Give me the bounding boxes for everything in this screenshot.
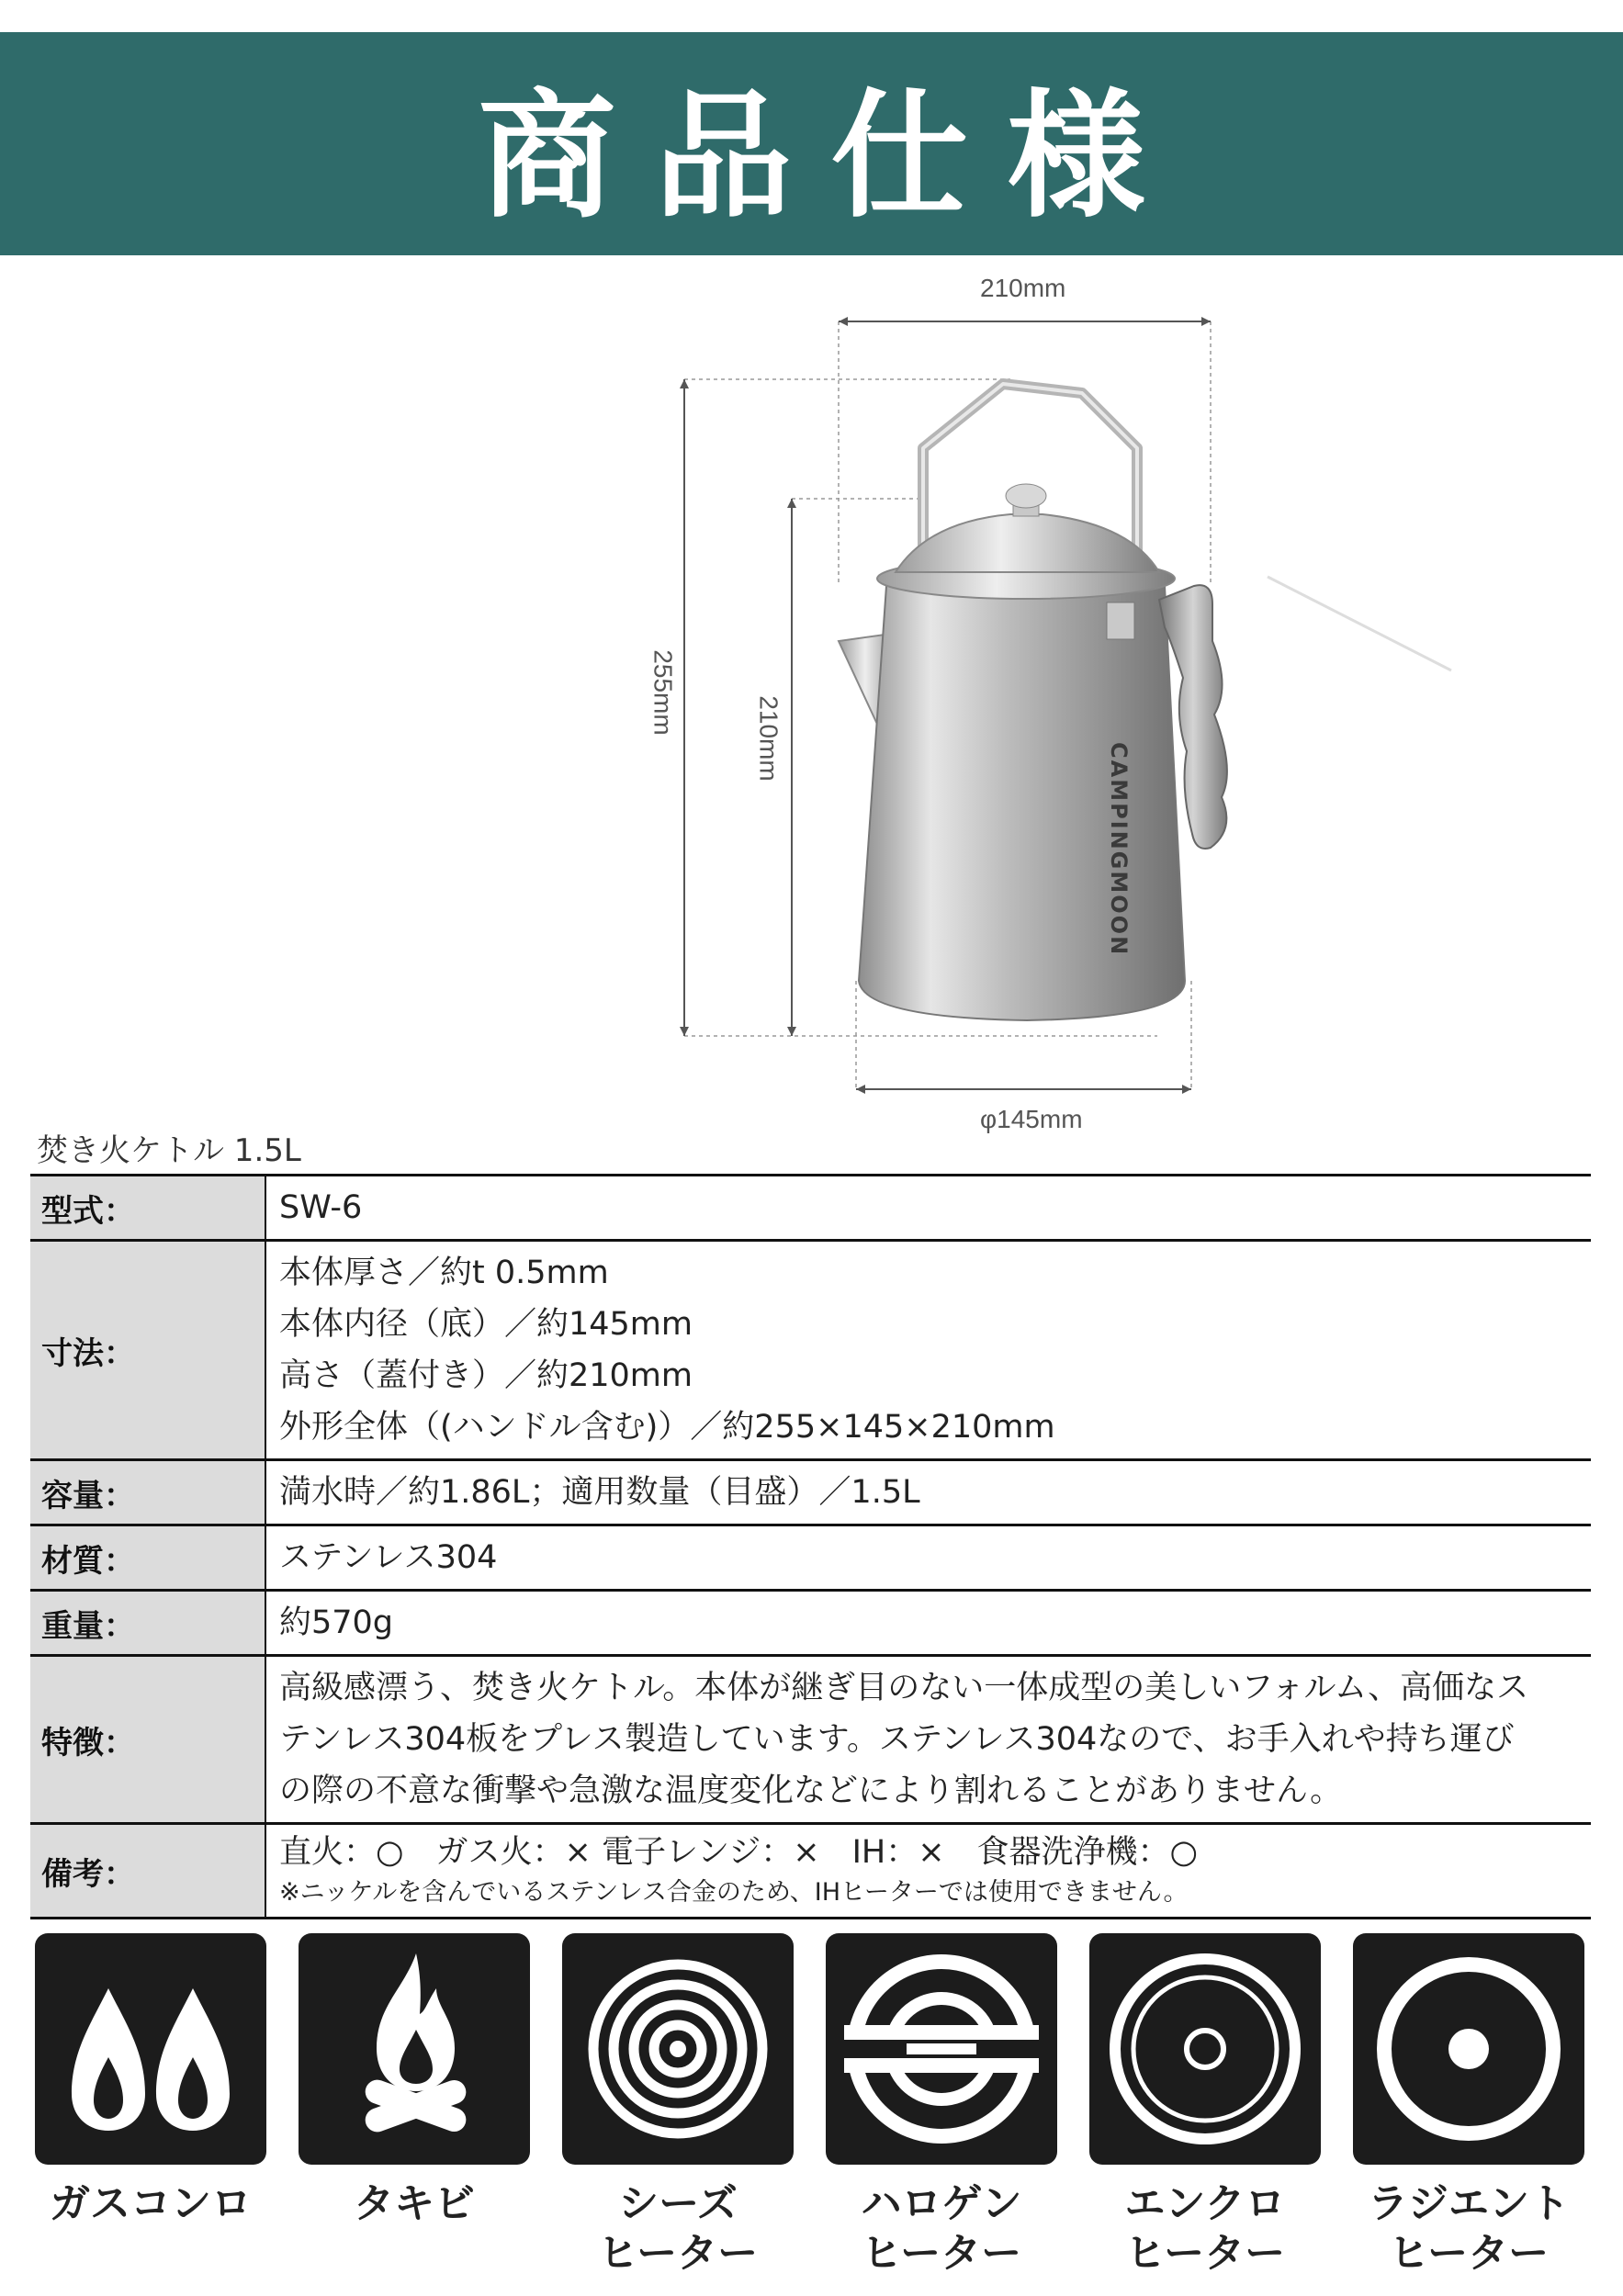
- encro-heater-icon: [1089, 1933, 1321, 2165]
- icon-label: [299, 2179, 530, 2229]
- spec-row-capacity: [30, 1460, 1591, 1525]
- icon-label: [1089, 2179, 1321, 2279]
- spec-line: 直火：○ ガス火：× 電子レンジ：× IH：× 食器洗浄機：○: [279, 1834, 1199, 1871]
- spec-key: 材質：: [30, 1525, 265, 1591]
- icon-label-line: ヒーター: [1388, 2230, 1550, 2277]
- page-title: 商品仕様: [478, 76, 1184, 237]
- spec-key: 特徴：: [30, 1656, 265, 1824]
- icon-label: [562, 2179, 794, 2279]
- spec-row-model: [30, 1176, 1591, 1241]
- spec-note: ※ニッケルを含んでいるステンレス合金のため、IHヒーターでは使用できません。: [279, 1878, 1189, 1907]
- icon-label: [826, 2179, 1057, 2279]
- halogen-heater-icon: [826, 1933, 1057, 2165]
- spec-line: 高さ（蓋付き）／約210mm: [279, 1357, 693, 1394]
- spec-row-size: [30, 1241, 1591, 1460]
- spec-key: 寸法：: [30, 1241, 265, 1460]
- spec-line: 本体厚さ／約t 0.5mm: [279, 1255, 609, 1291]
- spec-row-material: [30, 1525, 1591, 1591]
- spec-key: 型式：: [30, 1176, 265, 1241]
- icon-label-line: ガスコンロ: [50, 2180, 252, 2227]
- sheathed-heater-icon: [562, 1933, 794, 2165]
- spec-line: テンレス304板をプレス製造しています。ステンレス304なので、お手入れや持ち運び: [279, 1721, 1515, 1758]
- spec-value: ステンレス304: [265, 1525, 1591, 1591]
- spec-key: 重量：: [30, 1591, 265, 1656]
- spec-key: 容量：: [30, 1460, 265, 1525]
- spec-key: 備考：: [30, 1824, 265, 1919]
- radiant-heater-icon: [1353, 1933, 1584, 2165]
- spec-value: SW-6: [265, 1176, 1591, 1241]
- icon-label-line: タキビ: [354, 2180, 475, 2227]
- product-caption: 焚き火ケトル 1.5L: [37, 1132, 301, 1169]
- heat-source-icons: [35, 1933, 1587, 2282]
- gas-stove-icon: [35, 1933, 266, 2165]
- spec-table: [30, 1174, 1591, 1919]
- icon-label-line: エンクロ: [1124, 2180, 1286, 2227]
- spec-value: [265, 1241, 1591, 1460]
- width-dimension-label: 210mm: [980, 274, 1066, 302]
- spec-row-features: [30, 1656, 1591, 1824]
- icon-label-line: シーズ: [618, 2180, 738, 2227]
- icon-label-line: ラジエント: [1368, 2180, 1570, 2227]
- spec-line: の際の不意な衝撃や急激な温度変化などにより割れることがありません。: [279, 1773, 1343, 1809]
- icon-label-line: ヒーター: [861, 2230, 1022, 2277]
- spec-row-remarks: [30, 1824, 1591, 1919]
- spec-line: 本体内径（底）／約145mm: [279, 1306, 693, 1343]
- spec-line: 外形全体（(ハンドル含む)）／約255×145×210mm: [279, 1409, 1055, 1446]
- header-banner: [0, 32, 1623, 255]
- spec-value: [265, 1656, 1591, 1824]
- campfire-icon: [299, 1933, 530, 2165]
- total-height-dimension-label: 255mm: [648, 649, 678, 736]
- brand-logo: CAMPINGMOON: [1106, 742, 1132, 957]
- spec-value: 約570g: [265, 1591, 1591, 1656]
- spec-value: [265, 1824, 1591, 1919]
- diameter-dimension-label: φ145mm: [980, 1105, 1083, 1133]
- product-diagram: [0, 255, 1623, 1137]
- spec-row-weight: [30, 1591, 1591, 1656]
- icon-label-line: ハロゲン: [861, 2180, 1022, 2227]
- body-height-dimension-label: 210mm: [754, 695, 783, 782]
- icon-label-line: ヒーター: [1124, 2230, 1286, 2277]
- spec-value: 満水時／約1.86L；適用数量（目盛）／1.5L: [265, 1460, 1591, 1525]
- icon-label-line: ヒーター: [597, 2230, 759, 2277]
- kettle-illustration: [0, 255, 1623, 1137]
- spec-line: 高級感漂う、焚き火ケトル。本体が継ぎ目のない一体成型の美しいフォルム、高価なス: [279, 1670, 1529, 1706]
- icon-label: [1353, 2179, 1584, 2279]
- icon-label: [35, 2179, 266, 2229]
